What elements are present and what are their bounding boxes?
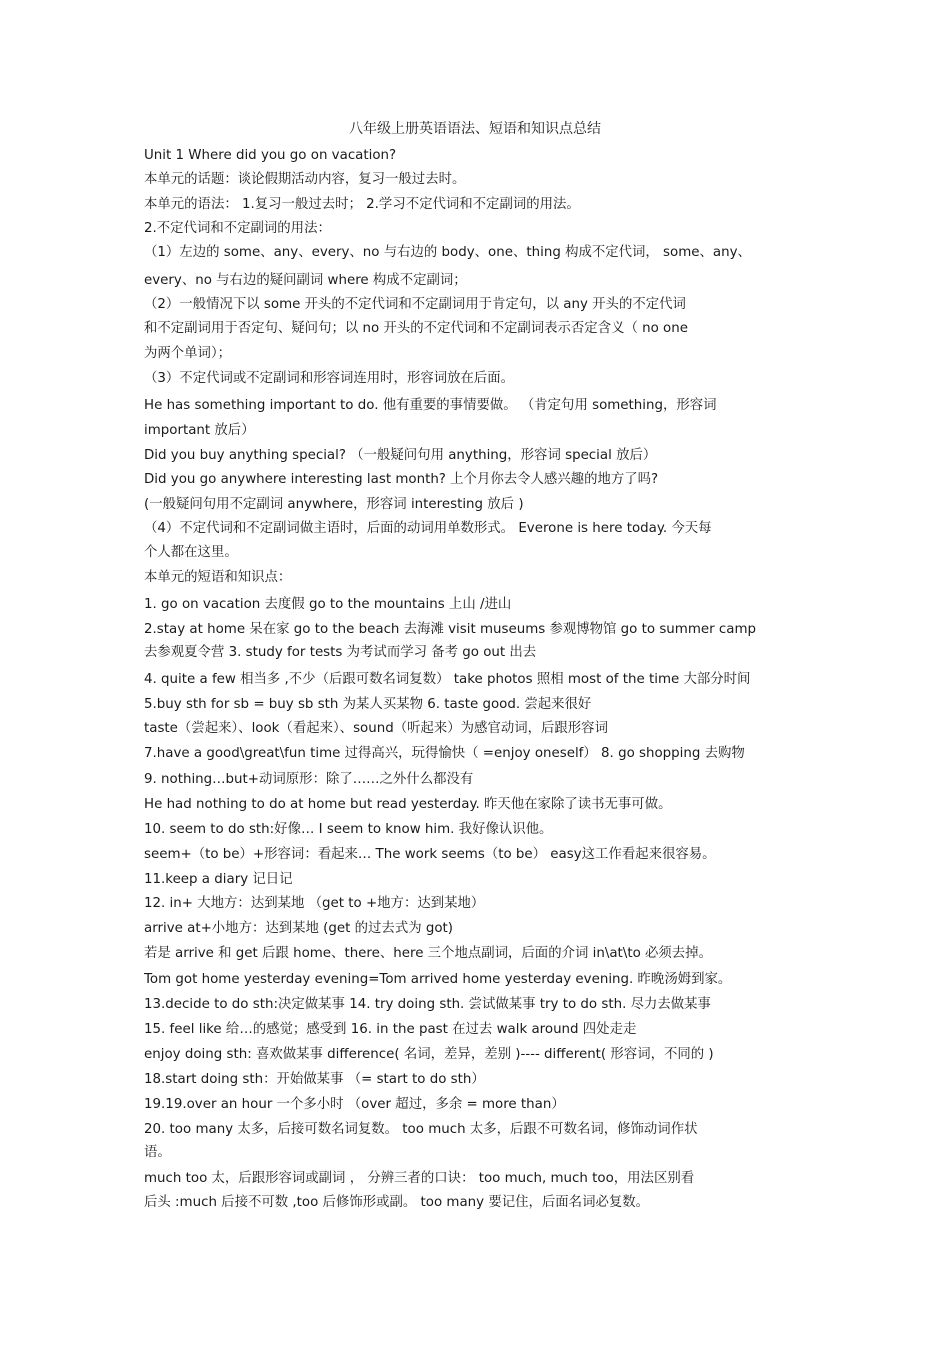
phrase-line: 4. quite a few 相当多 ,不少（后跟可数名词复数） take photos 照相 most of the time 大部分时间 <box>144 672 751 687</box>
phrase-line: 18.start doing sth：开始做某事 （= start to do sth） <box>144 1072 485 1087</box>
phrase-line: 19.19.over an hour 一个多小时 （over 超过，多余 = more than） <box>144 1097 565 1112</box>
text-line: 本单元的语法： 1.复习一般过去时； 2.学习不定代词和不定副词的用法。 <box>144 197 580 212</box>
phrase-line: 15. feel like 给…的感觉；感受到 16. in the past 在过去 walk around 四处走走 <box>144 1022 637 1037</box>
phrase-line: 13.decide to do sth:决定做某事 14. try doing sth. 尝试做某事 try to do sth. 尽力去做某事 <box>144 997 711 1012</box>
document-title: 八年级上册英语语法、短语和知识点总结 <box>349 121 601 137</box>
section-heading: 2.不定代词和不定副词的用法： <box>144 221 331 236</box>
text-line: （1）左边的 some、any、every、no 与右边的 body、one、thing 构成不定代词， some、any、 <box>144 245 751 260</box>
text-line: （4）不定代词和不定副词做主语时，后面的动词用单数形式。 Everone is here today. 今天每 <box>144 521 712 536</box>
phrase-line: Tom got home yesterday evening=Tom arrived home yesterday evening. 昨晚汤姆到家。 <box>144 972 732 987</box>
text-line: 为两个单词）； <box>144 346 232 361</box>
phrase-line: arrive at+小地方：达到某地 (get 的过去式为 got) <box>144 921 454 936</box>
phrase-line: 1. go on vacation 去度假 go to the mountains 上山 /进山 <box>144 597 512 612</box>
text-line: 个人都在这里。 <box>144 545 238 560</box>
text-line: 和不定副词用于否定句、疑问句；以 no 开头的不定代词和不定副词表示否定含义（ no one <box>144 321 688 336</box>
phrase-line: 9. nothing…but+动词原形：除了……之外什么都没有 <box>144 772 474 787</box>
text-line: important 放后） <box>144 423 255 438</box>
phrase-line: 12. in+ 大地方：达到某地 （get to +地方：达到某地） <box>144 896 485 911</box>
text-line: （2）一般情况下以 some 开头的不定代词和不定副词用于肯定句，以 any 开头的不定代词 <box>144 297 686 312</box>
phrase-line: seem+（to be）+形容词：看起来… The work seems（to be） easy这工作看起来很容易。 <box>144 847 716 862</box>
phrase-line: enjoy doing sth: 喜欢做某事 difference( 名词，差异，差别 )---- different( 形容词，不同的 ) <box>144 1047 714 1062</box>
phrase-line: 11.keep a diary 记日记 <box>144 872 293 887</box>
phrase-line: 2.stay at home 呆在家 go to the beach 去海滩 visit museums 参观博物馆 go to summer camp <box>144 622 756 637</box>
phrase-line: 7.have a good\great\fun time 过得高兴，玩得愉快（ =enjoy oneself） 8. go shopping 去购物 <box>144 746 745 761</box>
phrase-line: 语。 <box>144 1145 171 1160</box>
text-line: 本单元的话题：谈论假期活动内容，复习一般过去时。 <box>144 172 466 187</box>
phrase-line: 去参观夏令营 3. study for tests 为考试而学习 备考 go out 出去 <box>144 645 537 660</box>
phrase-line: He had nothing to do at home but read yesterday. 昨天他在家除了读书无事可做。 <box>144 797 672 812</box>
text-line: Did you go anywhere interesting last month? 上个月你去令人感兴趣的地方了吗? <box>144 472 659 487</box>
unit-heading: Unit 1 Where did you go on vacation? <box>144 148 397 163</box>
text-line: （3）不定代词或不定副词和形容词连用时，形容词放在后面。 <box>144 371 515 386</box>
phrase-line: 若是 arrive 和 get 后跟 home、there、here 三个地点副词，后面的介词 in\at\to 必须去掉。 <box>144 946 712 961</box>
phrase-line: 后头 :much 后接不可数 ,too 后修饰形或副。 too many 要记住，后面名词必复数。 <box>144 1195 650 1210</box>
text-line: He has something important to do. 他有重要的事情要做。 （肯定句用 something，形容词 <box>144 398 717 413</box>
text-line: (一般疑问句用不定副词 anywhere，形容词 interesting 放后 ) <box>144 497 524 512</box>
section-heading: 本单元的短语和知识点： <box>144 570 292 585</box>
phrase-line: much too 太，后跟形容词或副词 ， 分辨三者的口诀： too much, much too，用法区别看 <box>144 1171 695 1186</box>
text-line: Did you buy anything special? （一般疑问句用 anything，形容词 special 放后） <box>144 448 657 463</box>
phrase-line: 5.buy sth for sb = buy sb sth 为某人买某物 6. taste good. 尝起来很好 <box>144 697 592 712</box>
text-line: every、no 与右边的疑问副词 where 构成不定副词； <box>144 273 467 288</box>
phrase-line: 10. seem to do sth:好像… I seem to know him. 我好像认识他。 <box>144 822 553 837</box>
phrase-line: taste（尝起来）、look（看起来）、sound（听起来）为感官动词，后跟形容词 <box>144 721 608 736</box>
phrase-line: 20. too many 太多，后接可数名词复数。 too much 太多，后跟不可数名词，修饰动词作状 <box>144 1122 698 1137</box>
